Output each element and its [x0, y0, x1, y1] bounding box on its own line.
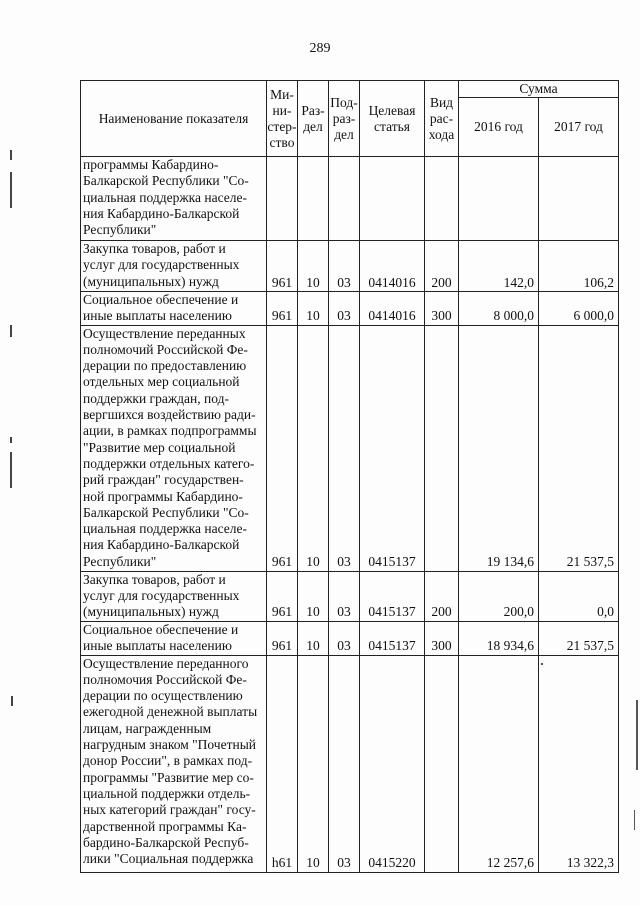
- row-name: программы Кабардино- Балкарской Республики "Со- циальная поддержка населе- ния Кабардино-Балкарской Республики": [81, 157, 267, 241]
- expense-type: 300: [425, 621, 459, 655]
- section-code: 10: [298, 571, 329, 621]
- scan-mark: [10, 325, 12, 337]
- table-row: [81, 325, 619, 571]
- target-article: 0414016: [360, 241, 425, 292]
- table-row: [81, 655, 619, 872]
- section-code: 10: [298, 241, 329, 292]
- table-row: [81, 241, 619, 292]
- ministry-code: 961: [267, 241, 298, 292]
- amount-2016: 19 134,6: [459, 325, 539, 571]
- ministry-code: h61: [267, 655, 298, 872]
- row-name: Осуществление переданных полномочий Российской Фе- дерации по предоставлению отдельных мер социальной поддержки граждан, под- вергшихся воздействию ради- ации, в рамках подпрограммы "Развитие мер социальной поддержки отдельных катего- рий граждан" государствен- ной программы Кабардино- Балкарской Республики "Со- циальная поддержка населе- ния Кабардино-Балкарской Республики": [81, 325, 267, 571]
- header-subsection: Под- раз- дел: [329, 81, 360, 157]
- header-year-2017: 2017 год: [539, 98, 619, 157]
- table-row: [81, 292, 619, 326]
- header-sum: Сумма: [459, 81, 619, 98]
- ministry-code: 961: [267, 325, 298, 571]
- row-name: Закупка товаров, работ и услуг для государственных (муниципальных) нужд: [81, 241, 267, 292]
- table-row: [81, 571, 619, 621]
- expense-type: 200: [425, 571, 459, 621]
- expense-type: 200: [425, 241, 459, 292]
- amount-2017: [539, 157, 619, 241]
- amount-2017: 21 537,5: [539, 621, 619, 655]
- subsection-code: [329, 157, 360, 241]
- ministry-code: 961: [267, 571, 298, 621]
- scan-mark: [541, 663, 543, 665]
- section-code: [298, 157, 329, 241]
- scan-mark: [636, 700, 638, 770]
- row-name: Социальное обеспечение и иные выплаты населению: [81, 292, 267, 326]
- amount-2017: 6 000,0: [539, 292, 619, 326]
- header-expense-type: Вид рас- хода: [425, 81, 459, 157]
- page-number: 289: [309, 41, 331, 56]
- subsection-code: 03: [329, 292, 360, 326]
- row-name: Осуществление переданного полномочия Российской Фе- дерации по осуществлению ежегодной денежной выплаты лицам, награжденным нагрудным знаком "Почетный донор России", в рамках под- программы "Развитие мер со- циальной поддержки отдель- ных категорий граждан" госу- дарственной программы Ка- бардино-Балкарской Респуб- лики "Социальная поддержка: [81, 655, 267, 872]
- section-code: 10: [298, 655, 329, 872]
- subsection-code: 03: [329, 241, 360, 292]
- amount-2017: 21 537,5: [539, 325, 619, 571]
- expense-type: [425, 655, 459, 872]
- amount-2016: 142,0: [459, 241, 539, 292]
- scan-mark: [10, 150, 12, 160]
- header-year-2016: 2016 год: [459, 98, 539, 157]
- scan-mark: [634, 810, 635, 830]
- subsection-code: 03: [329, 571, 360, 621]
- amount-2016: [459, 157, 539, 241]
- ministry-code: 961: [267, 621, 298, 655]
- amount-2017: 13 322,3: [539, 655, 619, 872]
- amount-2016: 18 934,6: [459, 621, 539, 655]
- target-article: 0414016: [360, 292, 425, 326]
- table-row: [81, 157, 619, 241]
- target-article: [360, 157, 425, 241]
- section-code: 10: [298, 621, 329, 655]
- amount-2017: 106,2: [539, 241, 619, 292]
- subsection-code: 03: [329, 621, 360, 655]
- section-code: 10: [298, 292, 329, 326]
- expense-type: [425, 325, 459, 571]
- amount-2016: 8 000,0: [459, 292, 539, 326]
- header-section: Раз- дел: [298, 81, 329, 157]
- target-article: 0415137: [360, 325, 425, 571]
- amount-2017: 0,0: [539, 571, 619, 621]
- scan-mark: [10, 172, 12, 208]
- ministry-code: 961: [267, 292, 298, 326]
- subsection-code: 03: [329, 655, 360, 872]
- header-ministry: Ми- ни- стер- ство: [267, 81, 298, 157]
- budget-table: [80, 80, 619, 873]
- row-name: Социальное обеспечение и иные выплаты населению: [81, 621, 267, 655]
- scan-mark: [10, 452, 12, 488]
- section-code: 10: [298, 325, 329, 571]
- expense-type: 300: [425, 292, 459, 326]
- subsection-code: 03: [329, 325, 360, 571]
- expense-type: [425, 157, 459, 241]
- scan-mark: [10, 437, 12, 443]
- header-target: Целевая статья: [360, 81, 425, 157]
- amount-2016: 200,0: [459, 571, 539, 621]
- target-article: 0415137: [360, 571, 425, 621]
- target-article: 0415220: [360, 655, 425, 872]
- header-name: Наименование показателя: [81, 81, 267, 157]
- table-row: [81, 621, 619, 655]
- target-article: 0415137: [360, 621, 425, 655]
- ministry-code: [267, 157, 298, 241]
- scan-mark: [11, 696, 13, 706]
- row-name: Закупка товаров, работ и услуг для государственных (муниципальных) нужд: [81, 571, 267, 621]
- amount-2016: 12 257,6: [459, 655, 539, 872]
